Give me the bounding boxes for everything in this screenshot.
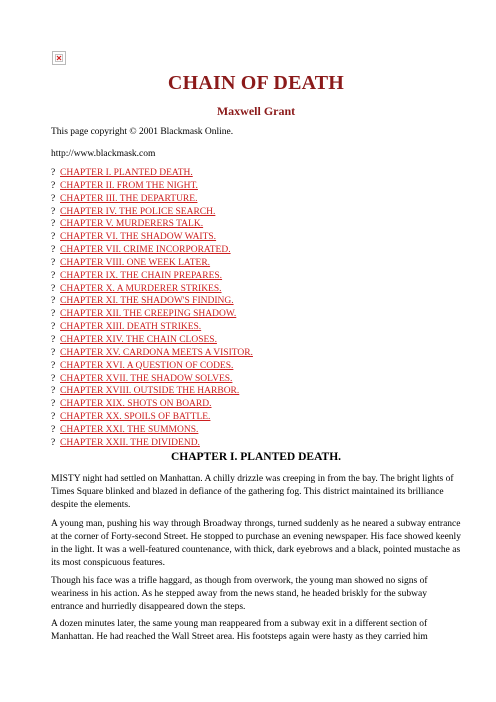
toc-bullet: ? [51, 373, 56, 384]
toc-link[interactable]: CHAPTER XVIII. OUTSIDE THE HARBOR. [60, 386, 240, 397]
toc-item [51, 193, 253, 206]
toc-link[interactable]: CHAPTER VIII. ONE WEEK LATER. [60, 257, 211, 268]
toc-item [51, 206, 253, 219]
toc-link[interactable]: CHAPTER VI. THE SHADOW WAITS. [60, 232, 217, 243]
toc-item [51, 424, 253, 437]
toc-item [51, 437, 253, 450]
toc-link[interactable]: CHAPTER XIV. THE CHAIN CLOSES. [60, 334, 217, 345]
toc-bullet: ? [51, 193, 56, 204]
toc-item [51, 360, 253, 373]
toc-link[interactable]: CHAPTER XV. CARDONA MEETS A VISITOR. [60, 347, 253, 358]
table-of-contents [51, 167, 253, 450]
toc-item [51, 231, 253, 244]
toc-link[interactable]: CHAPTER XXII. THE DIVIDEND. [60, 437, 200, 448]
toc-bullet: ? [51, 322, 56, 333]
toc-bullet: ? [51, 412, 56, 423]
toc-item [51, 308, 253, 321]
toc-bullet: ? [51, 257, 56, 268]
toc-item [51, 398, 253, 411]
toc-link[interactable]: CHAPTER IV. THE POLICE SEARCH. [60, 206, 216, 217]
toc-bullet: ? [51, 309, 56, 320]
toc-bullet: ? [51, 180, 56, 191]
chapter-heading: CHAPTER I. PLANTED DEATH. [170, 451, 342, 463]
toc-item [51, 411, 253, 424]
toc-link[interactable]: CHAPTER XX. SPOILS OF BATTLE. [60, 412, 211, 423]
toc-link[interactable]: CHAPTER XIII. DEATH STRIKES. [60, 322, 202, 333]
toc-bullet: ? [51, 347, 56, 358]
toc-bullet: ? [51, 283, 56, 294]
toc-bullet: ? [51, 206, 56, 217]
toc-item [51, 270, 253, 283]
toc-bullet: ? [51, 219, 56, 230]
toc-item [51, 385, 253, 398]
book-author: Maxwell Grant [216, 104, 296, 118]
toc-item [51, 373, 253, 386]
toc-link[interactable]: CHAPTER XVII. THE SHADOW SOLVES. [60, 373, 233, 384]
toc-item [51, 295, 253, 308]
toc-bullet: ? [51, 334, 56, 345]
book-title: CHAIN OF DEATH [167, 72, 345, 94]
toc-bullet: ? [51, 424, 56, 435]
broken-image-icon [52, 51, 66, 65]
toc-bullet: ? [51, 437, 56, 448]
toc-link[interactable]: CHAPTER XVI. A QUESTION OF CODES. [60, 360, 234, 371]
paragraph-2: A young man, pushing his way through Broadway throngs, turned suddenly as he neared a subway entrance at the corner of Forty-second Street. He stopped to purchase an evening newspaper. His face showed keenly in the light. It was a well-featured countenance, with thick, dark eyebrows and a black, pointed mustache as its most conspicuous features. [51, 519, 461, 568]
toc-link[interactable]: CHAPTER VII. CRIME INCORPORATED. [60, 245, 231, 256]
toc-link[interactable]: CHAPTER IX. THE CHAIN PREPARES. [60, 270, 223, 281]
toc-item [51, 321, 253, 334]
toc-link[interactable]: CHAPTER II. FROM THE NIGHT. [60, 180, 198, 191]
toc-link[interactable]: CHAPTER XXI. THE SUMMONS. [60, 424, 199, 435]
toc-link[interactable]: CHAPTER V. MURDERERS TALK. [60, 219, 204, 230]
copyright-notice: This page copyright © 2001 Blackmask Online. [51, 127, 234, 137]
toc-item [51, 283, 253, 296]
toc-item [51, 334, 253, 347]
toc-item [51, 347, 253, 360]
toc-bullet: ? [51, 270, 56, 281]
toc-link[interactable]: CHAPTER XII. THE CREEPING SHADOW. [60, 309, 237, 320]
toc-link[interactable]: CHAPTER X. A MURDERER STRIKES. [60, 283, 222, 294]
toc-bullet: ? [51, 399, 56, 410]
toc-item [51, 257, 253, 270]
toc-bullet: ? [51, 245, 56, 256]
toc-link[interactable]: CHAPTER XI. THE SHADOW'S FINDING. [60, 296, 234, 307]
toc-item [51, 244, 253, 257]
toc-bullet: ? [51, 296, 56, 307]
toc-bullet: ? [51, 168, 56, 178]
toc-link[interactable]: CHAPTER I. PLANTED DEATH. [60, 168, 193, 178]
website-url: http://www.blackmask.com [51, 149, 156, 159]
toc-link[interactable]: CHAPTER III. THE DEPARTURE. [60, 193, 198, 204]
toc-link[interactable]: CHAPTER XIX. SHOTS ON BOARD. [60, 399, 212, 410]
paragraph-4: A dozen minutes later, the same young man reappeared from a subway exit in a different section of Manhattan. He had reached the Wall Street area. His footsteps again were hasty as they carried him [51, 619, 428, 642]
toc-bullet: ? [51, 232, 56, 243]
toc-item [51, 218, 253, 231]
toc-item [51, 180, 253, 193]
toc-item [51, 167, 253, 180]
toc-bullet: ? [51, 386, 56, 397]
paragraph-1: MISTY night had settled on Manhattan. A chilly drizzle was creeping in from the bay. The bright lights of Times Square blinked and blazed in defiance of the gathering fog. This district maintained its brilliance despite the elements. [51, 474, 454, 510]
paragraph-3: Though his face was a trifle haggard, as though from overwork, the young man showed no signs of weariness in his action. As he stepped away from the news stand, he headed briskly for the subway entrance and hurriedly disappeared down the steps. [51, 576, 428, 612]
toc-bullet: ? [51, 360, 56, 371]
